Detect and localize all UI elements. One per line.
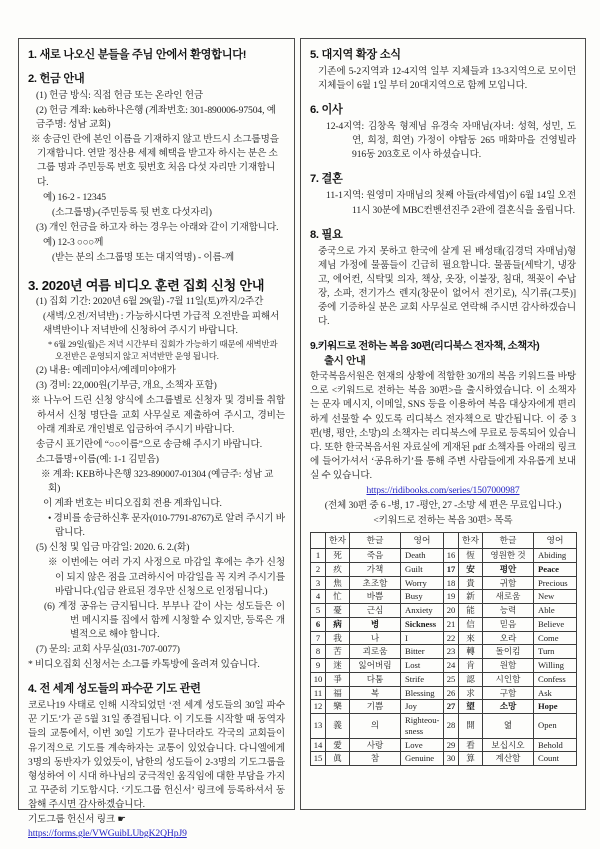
table-cell-number: 16 bbox=[444, 549, 459, 563]
table-cell-number: 13 bbox=[311, 714, 326, 738]
table-cell-english: Worry bbox=[401, 576, 444, 590]
table-cell-hangul: 바쁨 bbox=[350, 590, 401, 604]
table-cell-hangul: 구함 bbox=[483, 686, 534, 700]
table-cell-hangul: 계산함 bbox=[483, 752, 534, 766]
table-cell-english: Strife bbox=[401, 672, 444, 686]
gospel-keywords-body: 한국복음서원은 현재의 상황에 적합한 30개의 복음 키워드를 바탕으로 <키워드로 전하는 복음 30편>을 출시하였습니다. 이 소책자는 문자 메시지, 이메일, SNS 등을 이용하여 복음 대상자에게 편리하게 선물할 수 있도록 리디북스 전자책으로 발간됩니다. 이 중 3편(병, 평안, 소망)의 소책자는 리디북스에 무료로 등록되어 있습니다. 또한 한국복음서원 자료실에 게재된 pdf 소책자를 아래의 링크에 들어가셔서 ‘공유하기’를 통해 주변 사람들에게 자유롭게 보내실 수 있습니다. bbox=[310, 371, 576, 481]
offering-example-2-caption: (받는 분의 소그룹명 또는 대지역명) - 이름-께 bbox=[52, 252, 235, 264]
table-cell-hangul: 귀함 bbox=[483, 576, 534, 590]
table-cell-english: New bbox=[534, 590, 577, 604]
table-cell-hanja: 愛 bbox=[326, 738, 350, 752]
table-cell-english: Death bbox=[401, 549, 444, 563]
table-header-blank bbox=[444, 533, 459, 549]
table-cell-hanja: 能 bbox=[459, 604, 483, 618]
table-header-english: 영어 bbox=[401, 533, 444, 549]
prayer-form-link[interactable]: https://forms.gle/VWGuibLUbgK2QHpJ9 bbox=[28, 828, 187, 840]
table-cell-english: Righteou-sness bbox=[401, 714, 444, 738]
training-session-note: (새벽/오전/저녁반) : 가능하시다면 가급적 오전반을 피해서 새벽반이나 저녁반에 신청하여 주시기 바랍니다. bbox=[43, 311, 280, 337]
training-collect-note: ※ 나누어 드린 신청 양식에 소그룹별로 신청자 및 경비를 취합하셔서 신청 명단을 교회 사무실로 제출하여 주시고, 경비는 아래 계좌로 개인별로 입금하여 주시기 바랍니다. bbox=[31, 395, 285, 435]
offering-account-line: (2) 헌금 계좌: keb하나은행 (계좌번호: 301-890006-97504, 예금주명: 성남 교회) bbox=[36, 105, 276, 131]
table-cell-hanja: 肯 bbox=[459, 659, 483, 673]
table-cell-english: Lost bbox=[401, 659, 444, 673]
table-cell-english: Bitter bbox=[401, 645, 444, 659]
keyword-gospel-table bbox=[310, 532, 577, 766]
table-cell-english: Guilt bbox=[401, 562, 444, 576]
training-june29-note: * 6월 29일(월)은 저녁 시간부터 집회가 가능하기 때문에 새벽반과 오전반은 운영되지 않고 저녁반만 운영 됩니다. bbox=[48, 340, 278, 362]
training-fee-line: (3) 경비: 22,000원(기부금, 개요, 소책자 포함) bbox=[36, 380, 217, 392]
deadline-note: ※ 이번에는 여러 가지 사정으로 마감일 후에는 추가 신청이 되지 않은 점을 고려하시어 마감일을 꼭 지켜 주시기를 바랍니다.(입금 완료된 경우만 신청으로 인정됩니다.) bbox=[48, 557, 285, 597]
table-row bbox=[311, 590, 577, 604]
section-6-title: 6. 이사 bbox=[310, 104, 343, 117]
table-cell-number: 22 bbox=[444, 631, 459, 645]
table-cell-hanja: 忙 bbox=[326, 590, 350, 604]
table-row bbox=[311, 738, 577, 752]
table-cell-number: 27 bbox=[444, 700, 459, 714]
section-5-title: 5. 대지역 확장 소식 bbox=[310, 49, 401, 61]
table-cell-number: 2 bbox=[311, 562, 326, 576]
prayer-link-label: 기도그룹 헌신서 링크 ☛ bbox=[28, 813, 126, 825]
table-cell-number: 7 bbox=[311, 631, 326, 645]
table-cell-hanja: 開 bbox=[459, 714, 483, 738]
application-form-note: * 비디오집회 신청서는 소그룹 카톡방에 올려져 있습니다. bbox=[28, 659, 260, 671]
table-header-hangul: 한글 bbox=[350, 533, 401, 549]
table-cell-english: Busy bbox=[401, 590, 444, 604]
section-9-title-line2: 출시 안내 bbox=[324, 356, 366, 368]
training-account-line: ※ 계좌: KEB하나은행 323-890007-01304 (예금주: 성남 교회) bbox=[41, 468, 274, 494]
table-cell-number: 5 bbox=[311, 604, 326, 618]
table-cell-number: 4 bbox=[311, 590, 326, 604]
table-cell-number: 26 bbox=[444, 686, 459, 700]
table-cell-number: 3 bbox=[311, 576, 326, 590]
left-column-box bbox=[18, 38, 295, 840]
table-cell-english: Behold bbox=[534, 738, 577, 752]
table-header-row bbox=[311, 533, 577, 549]
table-cell-number: 24 bbox=[444, 659, 459, 673]
section-8-title: 8. 필요 bbox=[310, 228, 343, 241]
section-3-title: 3. 2020년 여름 비디오 훈련 집회 신청 안내 bbox=[28, 278, 265, 294]
table-cell-number: 20 bbox=[444, 604, 459, 618]
table-row bbox=[311, 686, 577, 700]
offering-note: ※ 송금인 란에 본인 이름을 기재하지 않고 반드시 소그룹명을 기재합니다. 연말 정산용 세제 혜택을 받고자 하시는 분은 소그룹 명과 주민등록 번호 뒷번호 처음 다섯 자리만 기재합니다. bbox=[31, 134, 279, 188]
table-cell-number: 17 bbox=[444, 562, 459, 576]
table-cell-english: Peace bbox=[534, 562, 577, 576]
table-row bbox=[311, 752, 577, 766]
table-cell-english: Open bbox=[534, 714, 577, 738]
table-cell-hanja: 眞 bbox=[326, 752, 350, 766]
table-cell-english: Believe bbox=[534, 617, 577, 631]
table-cell-hangul: 믿음 bbox=[483, 617, 534, 631]
group-name-format-line: 소그룹명+이름(예: 1-1 김믿음) bbox=[36, 453, 159, 465]
table-cell-hangul: 돌이킴 bbox=[483, 645, 534, 659]
table-cell-hanja: 來 bbox=[459, 631, 483, 645]
table-row bbox=[311, 700, 577, 714]
table-cell-hanja: 樂 bbox=[326, 700, 350, 714]
table-cell-hangul: 의 bbox=[350, 714, 401, 738]
table-cell-hanja: 算 bbox=[459, 752, 483, 766]
inquiry-line: (7) 문의: 교회 사무실(031-707-0077) bbox=[36, 644, 180, 656]
table-cell-english: Love bbox=[401, 738, 444, 752]
table-cell-hanja: 恆 bbox=[459, 549, 483, 563]
table-cell-english: Willing bbox=[534, 659, 577, 673]
table-cell-hanja: 轉 bbox=[459, 645, 483, 659]
table-cell-hangul: 병 bbox=[350, 617, 401, 631]
table-cell-hanja: 迷 bbox=[326, 659, 350, 673]
table-cell-hangul: 기쁨 bbox=[350, 700, 401, 714]
table-cell-number: 9 bbox=[311, 659, 326, 673]
keyword-list-title: <키워드로 전하는 복음 30편> 목록 bbox=[373, 515, 513, 527]
table-cell-hanja: 病 bbox=[326, 617, 350, 631]
keyword-table-body bbox=[311, 549, 577, 766]
section-1-title: 1. 새로 나오신 분들을 주님 안에서 환영합니다! bbox=[28, 49, 247, 61]
table-row bbox=[311, 659, 577, 673]
table-cell-english: Genuine bbox=[401, 752, 444, 766]
table-cell-hangul: 가책 bbox=[350, 562, 401, 576]
section-9-title-line1: 9.키워드로 전하는 복음 30편(리디북스 전자책, 소책자) bbox=[310, 341, 540, 353]
table-cell-number: 14 bbox=[311, 738, 326, 752]
training-period-line: (1) 집회 기간: 2020년 6월 29(월) -7월 11일(토)까지/2주간 bbox=[36, 296, 264, 308]
table-cell-hangul: 괴로움 bbox=[350, 645, 401, 659]
table-cell-hanja: 苦 bbox=[326, 645, 350, 659]
table-header-hanja: 한자 bbox=[459, 533, 483, 549]
table-cell-english: I bbox=[401, 631, 444, 645]
needs-body: 중국으로 가지 못하고 한국에 살게 된 배성태(김경덕 자매님)형제님 가정에 물품들이 긴급히 필요합니다. 물품들[세탁기, 냉장고, 에어컨, 식탁및 의자, 책상, 옷장, 이불장, 침대, 책꽂이 수납장, 소파, 전기가스 렌지(창문이 없어서 전기로), 식기류(그릇)] 중에 기증하실 분은 교회 사무실로 연락해 주시면 감사하겠습니다. bbox=[318, 245, 576, 328]
table-cell-number: 6 bbox=[311, 617, 326, 631]
prayer-link-line bbox=[28, 813, 285, 841]
table-cell-english: Joy bbox=[401, 700, 444, 714]
free-editions-note: (전체 30편 중 6 -병, 17 -평안, 27 -소망 세 편은 무료입니다.) bbox=[324, 500, 562, 512]
table-cell-hanja: 新 bbox=[459, 590, 483, 604]
table-row bbox=[311, 714, 577, 738]
table-cell-english: Count bbox=[534, 752, 577, 766]
table-cell-hangul: 다툼 bbox=[350, 672, 401, 686]
transfer-name-line: 송금시 표기란에 “○○이름”으로 송금해 주시기 바랍니다. bbox=[36, 438, 263, 450]
table-cell-hanja: 死 bbox=[326, 549, 350, 563]
ridibooks-link-line bbox=[310, 484, 576, 498]
table-cell-hangul: 잃어버림 bbox=[350, 659, 401, 673]
table-cell-hangul: 근심 bbox=[350, 604, 401, 618]
table-row bbox=[311, 672, 577, 686]
table-cell-hangul: 능력 bbox=[483, 604, 534, 618]
table-header-hangul: 한글 bbox=[483, 533, 534, 549]
table-cell-number: 29 bbox=[444, 738, 459, 752]
table-cell-hangul: 죽음 bbox=[350, 549, 401, 563]
table-row bbox=[311, 645, 577, 659]
table-row bbox=[311, 604, 577, 618]
table-row bbox=[311, 549, 577, 563]
sms-notify-line: • 경비를 송금하신후 문자(010-7791-8767)로 알려 주시기 바랍니다. bbox=[48, 513, 285, 539]
table-cell-hanja: 爭 bbox=[326, 672, 350, 686]
offering-example-1: 예) 16-2 - 12345 bbox=[43, 191, 106, 203]
right-column-box bbox=[300, 38, 586, 810]
training-content-line: (2) 내용: 예레미야서/예레미야애가 bbox=[36, 365, 176, 377]
table-row bbox=[311, 617, 577, 631]
section-2-title: 2. 헌금 안내 bbox=[28, 73, 85, 85]
personal-offering-line: (3) 개인 헌금을 하고자 하는 경우는 아래와 같이 기재합니다. bbox=[36, 221, 279, 233]
section-7-title: 7. 결혼 bbox=[310, 173, 343, 186]
table-cell-hanja: 憂 bbox=[326, 604, 350, 618]
table-cell-hangul: 평안 bbox=[483, 562, 534, 576]
table-cell-english: Blessing bbox=[401, 686, 444, 700]
table-cell-number: 11 bbox=[311, 686, 326, 700]
table-cell-hangul: 엶 bbox=[483, 714, 534, 738]
table-cell-hangul: 나 bbox=[350, 631, 401, 645]
table-cell-hangul: 보십시오 bbox=[483, 738, 534, 752]
table-cell-hangul: 원함 bbox=[483, 659, 534, 673]
section-4-title: 4. 전 세계 성도들의 파수꾼 기도 관련 bbox=[28, 683, 201, 696]
table-cell-hanja: 義 bbox=[326, 714, 350, 738]
table-cell-english: Precious bbox=[534, 576, 577, 590]
table-cell-hanja: 安 bbox=[459, 562, 483, 576]
table-cell-number: 23 bbox=[444, 645, 459, 659]
table-cell-english: Come bbox=[534, 631, 577, 645]
table-cell-hangul: 영원한 것 bbox=[483, 549, 534, 563]
table-cell-hangul: 소망 bbox=[483, 700, 534, 714]
table-row bbox=[311, 576, 577, 590]
ridibooks-link[interactable]: https://ridibooks.com/series/1507000987 bbox=[366, 484, 520, 496]
table-cell-hanja: 認 bbox=[459, 672, 483, 686]
table-cell-number: 15 bbox=[311, 752, 326, 766]
table-cell-english: Able bbox=[534, 604, 577, 618]
table-cell-hangul: 사랑 bbox=[350, 738, 401, 752]
offering-example-2: 예) 12-3 ○○○께 bbox=[43, 236, 104, 248]
table-cell-english: Sickness bbox=[401, 617, 444, 631]
offering-example-1-caption: (소그룹명)-(주민등록 뒷 번호 다섯자리) bbox=[52, 206, 212, 218]
table-row bbox=[311, 562, 577, 576]
table-cell-hanja: 求 bbox=[459, 686, 483, 700]
table-cell-number: 28 bbox=[444, 714, 459, 738]
table-cell-number: 25 bbox=[444, 672, 459, 686]
table-cell-number: 10 bbox=[311, 672, 326, 686]
table-cell-hangul: 오라 bbox=[483, 631, 534, 645]
table-header-hanja: 한자 bbox=[326, 533, 350, 549]
district-expansion-body: 기존에 5-2지역과 12-4지역 일부 지체들과 13-3지역으로 모이던 지체들이 6월 1일 부터 20대지역으로 함께 모입니다. bbox=[318, 66, 576, 92]
deadline-line: (5) 신청 및 입금 마감일: 2020. 6. 2.(화) bbox=[36, 542, 190, 554]
table-header-blank bbox=[311, 533, 326, 549]
table-cell-hanja: 疚 bbox=[326, 562, 350, 576]
table-cell-number: 19 bbox=[444, 590, 459, 604]
account-purpose-line: 이 계좌 번호는 비디오집회 전용 계좌입니다. bbox=[43, 498, 222, 510]
watchman-prayer-body: 코로나19 사태로 인해 시작되었던 ‘전 세계 성도들의 30일 파수꾼 기도’가 곧 5월 31일 종결됩니다. 이 기도를 시작할 때 동역자들의 교통에서, 이번 30일 기도가 끝나더라도 각국의 교회들이 유기적으로 기도를 계속하자는 교통이 있었습니다. 다니엘에게 3명의 동반자가 있었듯이, 남한의 성도들이 2-3명의 기도그룹을 형성하여 이 시대 하나님의 궁극적인 움직임에 대한 부담을 가지고 꾸준히 기도합시다. ‘기도그룹 헌신서’ 링크에 등록하셔서 동참해 주시면 감사하겠습니다. bbox=[28, 700, 285, 810]
table-cell-hangul: 초조함 bbox=[350, 576, 401, 590]
table-cell-english: Anxiety bbox=[401, 604, 444, 618]
table-cell-number: 1 bbox=[311, 549, 326, 563]
table-cell-english: Ask bbox=[534, 686, 577, 700]
table-cell-number: 21 bbox=[444, 617, 459, 631]
table-cell-hanja: 信 bbox=[459, 617, 483, 631]
table-cell-number: 30 bbox=[444, 752, 459, 766]
wedding-body: 11-1지역: 원영미 자매님의 첫째 아들(라세엽)이 6월 14일 오전 11시 30분에 MBC컨벤션진주 2관에 결혼식을 올립니다. bbox=[326, 190, 576, 216]
table-cell-hanja: 焦 bbox=[326, 576, 350, 590]
table-header-english: 영어 bbox=[534, 533, 577, 549]
table-cell-english: Turn bbox=[534, 645, 577, 659]
table-row bbox=[311, 631, 577, 645]
table-cell-number: 12 bbox=[311, 700, 326, 714]
offering-method-line: (1) 헌금 방식: 직접 헌금 또는 온라인 헌금 bbox=[36, 90, 204, 101]
table-cell-number: 18 bbox=[444, 576, 459, 590]
table-cell-number: 8 bbox=[311, 645, 326, 659]
table-cell-hanja: 我 bbox=[326, 631, 350, 645]
table-cell-english: Confess bbox=[534, 672, 577, 686]
account-share-line: (6) 계정 공유는 금지됩니다. 부부나 같이 사는 성도들은 이번 메시지를 집에서 함께 시청할 수 있지만, 등록은 개별적으로 해야 합니다. bbox=[44, 600, 285, 640]
table-cell-english: Abiding bbox=[534, 549, 577, 563]
table-cell-hangul: 복 bbox=[350, 686, 401, 700]
table-cell-hanja: 福 bbox=[326, 686, 350, 700]
table-cell-hanja: 望 bbox=[459, 700, 483, 714]
table-cell-hanja: 貴 bbox=[459, 576, 483, 590]
table-cell-hangul: 참 bbox=[350, 752, 401, 766]
table-cell-hangul: 시인함 bbox=[483, 672, 534, 686]
table-cell-english: Hope bbox=[534, 700, 577, 714]
table-cell-hanja: 看 bbox=[459, 738, 483, 752]
moving-body: 12-4지역: 김창옥 형제님 유경숙 자매님(자녀: 성혁, 성민, 도연, 희정, 희연) 가정이 야탑동 265 매화마을 건영빌라 916동 203호로 이사 하셨습니다. bbox=[326, 121, 576, 161]
table-cell-hangul: 새로움 bbox=[483, 590, 534, 604]
